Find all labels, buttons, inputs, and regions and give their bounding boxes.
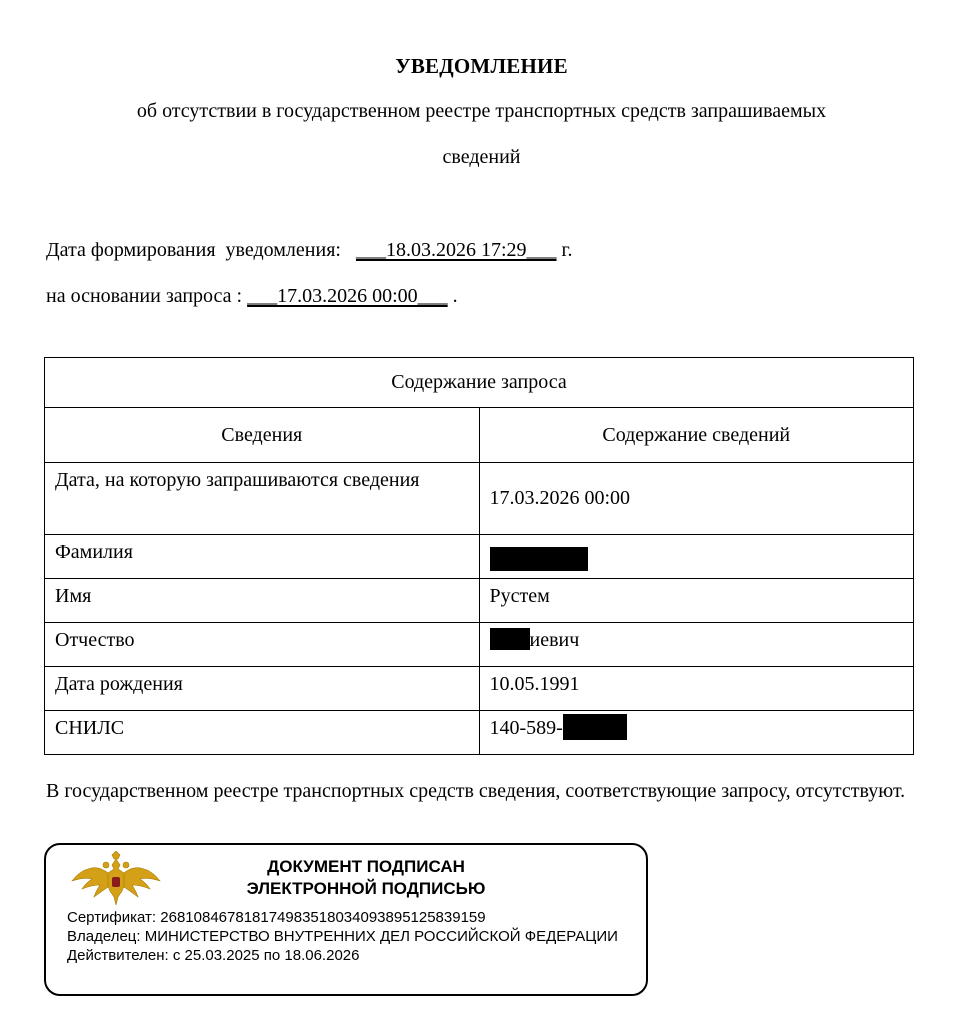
table-row	[45, 535, 914, 579]
row-value: иевич	[479, 623, 914, 667]
document-title: УВЕДОМЛЕНИЕ	[395, 54, 568, 78]
signature-title-line1: ДОКУМЕНТ ПОДПИСАН	[267, 857, 465, 876]
redaction-block	[563, 714, 627, 740]
request-date-value: ___17.03.2026 00:00___	[247, 285, 448, 307]
request-date-label: на основании запроса :	[46, 285, 243, 307]
formation-date-label: Дата формирования уведомления:	[46, 239, 341, 261]
redaction-block	[490, 547, 588, 571]
redaction-block	[490, 628, 530, 650]
table-header-row	[45, 408, 914, 463]
electronic-signature-stamp	[44, 843, 648, 996]
table-caption-row	[45, 358, 914, 408]
double-headed-eagle-emblem-icon	[68, 851, 164, 911]
row-label: Отчество	[45, 623, 480, 667]
row-label: Дата, на которую запрашиваются сведения	[45, 463, 480, 535]
document-subtitle-line1: об отсутствии в государственном реестре транспортных средств запрашиваемых	[136, 100, 827, 122]
table-row	[45, 623, 914, 667]
formation-date-value: ___18.03.2026 17:29___	[355, 239, 557, 261]
formation-date-suffix: г.	[561, 239, 573, 261]
table-row	[45, 463, 914, 535]
column-header-info: Сведения	[45, 408, 480, 463]
column-header-content: Содержание сведений	[479, 408, 914, 463]
row-label: Фамилия	[45, 535, 480, 579]
signature-details	[67, 908, 627, 965]
row-label: Имя	[45, 579, 480, 623]
row-value: 17.03.2026 00:00	[479, 463, 914, 535]
row-value: 140-589-	[479, 711, 914, 755]
signature-title	[196, 856, 536, 900]
request-date-suffix: .	[452, 285, 458, 307]
row-label: СНИЛС	[45, 711, 480, 755]
certificate-number: Сертификат: 268108467818174983518034093895125839159	[67, 909, 486, 926]
document-subtitle-line2: сведений	[442, 146, 521, 168]
row-label: Дата рождения	[45, 667, 480, 711]
table-row	[45, 579, 914, 623]
row-value	[479, 535, 914, 579]
signature-title-line2: ЭЛЕКТРОННОЙ ПОДПИСЬЮ	[246, 879, 486, 898]
request-date-line	[46, 285, 458, 308]
row-value: 10.05.1991	[479, 667, 914, 711]
table-row	[45, 667, 914, 711]
table-caption: Содержание запроса	[45, 358, 914, 408]
formation-date-line	[46, 239, 572, 262]
request-content-table	[44, 357, 914, 755]
table-row	[45, 711, 914, 755]
certificate-validity: Действителен: с 25.03.2025 по 18.06.2026	[67, 947, 360, 964]
certificate-owner: Владелец: МИНИСТЕРСТВО ВНУТРЕННИХ ДЕЛ РОССИЙСКОЙ ФЕДЕРАЦИИ	[67, 928, 618, 945]
row-value: Рустем	[479, 579, 914, 623]
conclusion-text: В государственном реестре транспортных средств сведения, соответствующие запросу, отсутствуют.	[46, 780, 906, 802]
